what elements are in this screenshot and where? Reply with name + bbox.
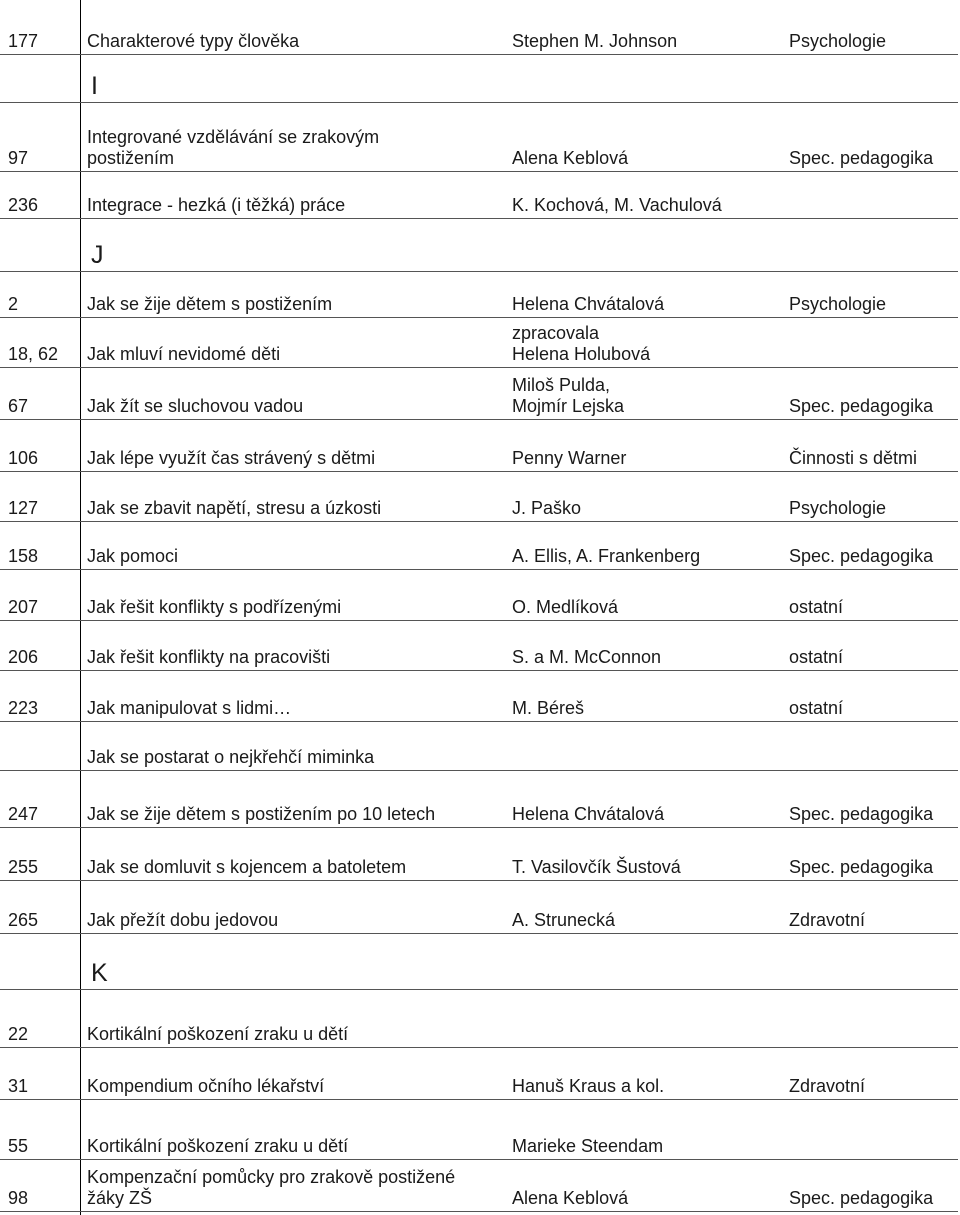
table-row xyxy=(0,1100,958,1160)
book-title: Jak pomoci xyxy=(87,546,179,566)
table-row xyxy=(0,172,958,219)
book-number: 236 xyxy=(8,195,39,215)
table-row xyxy=(0,828,958,881)
book-title: Integrované vzdělávání se zrakovým postižením xyxy=(87,127,380,168)
book-category: ostatní xyxy=(789,647,844,667)
table-row xyxy=(0,881,958,934)
book-title: Jak řešit konflikty na pracovišti xyxy=(87,647,331,667)
book-category: Psychologie xyxy=(789,498,887,518)
table-row xyxy=(0,420,958,472)
book-number: 158 xyxy=(8,546,39,566)
book-category: Spec. pedagogika xyxy=(789,804,934,824)
book-title: Jak se žije dětem s postižením xyxy=(87,294,333,314)
book-title: Jak žít se sluchovou vadou xyxy=(87,396,304,416)
book-title: Integrace - hezká (i těžká) práce xyxy=(87,195,346,215)
book-category: Spec. pedagogika xyxy=(789,396,934,416)
table-row xyxy=(0,1048,958,1100)
book-category: Zdravotní xyxy=(789,1076,866,1096)
book-author: A. Ellis, A. Frankenberg xyxy=(512,546,701,566)
book-category: Spec. pedagogika xyxy=(789,546,934,566)
book-author: O. Medlíková xyxy=(512,597,619,617)
book-number: 247 xyxy=(8,804,39,824)
table-row xyxy=(0,771,958,828)
book-title: Jak přežít dobu jedovou xyxy=(87,910,279,930)
book-title: Jak manipulovat s lidmi… xyxy=(87,698,292,718)
book-number: 98 xyxy=(8,1188,29,1208)
book-author: K. Kochová, M. Vachulová xyxy=(512,195,722,215)
book-title: Jak se zbavit napětí, stresu a úzkosti xyxy=(87,498,382,518)
book-number: 2 xyxy=(8,294,19,314)
book-title: Kompenzační pomůcky pro zrakově postižené žáky ZŠ xyxy=(87,1167,456,1208)
book-author: A. Strunecká xyxy=(512,910,616,930)
table-row xyxy=(0,272,958,318)
letter-header: I xyxy=(91,72,98,100)
book-title: Kortikální poškození zraku u dětí xyxy=(87,1024,349,1044)
book-category: Zdravotní xyxy=(789,910,866,930)
book-title: Jak se domluvit s kojencem a batoletem xyxy=(87,857,407,877)
book-author: J. Paško xyxy=(512,498,582,518)
table-row xyxy=(0,368,958,420)
book-title: Charakterové typy člověka xyxy=(87,31,300,51)
table-row xyxy=(0,472,958,522)
book-title: Kompendium očního lékařství xyxy=(87,1076,325,1096)
book-number: 22 xyxy=(8,1024,29,1044)
book-title: Jak řešit konflikty s podřízenými xyxy=(87,597,342,617)
table-row xyxy=(0,1160,958,1212)
book-author: Miloš Pulda, Mojmír Lejska xyxy=(512,375,625,416)
book-number: 67 xyxy=(8,396,29,416)
book-number: 31 xyxy=(8,1076,29,1096)
table-row xyxy=(0,570,958,621)
book-author: Alena Keblová xyxy=(512,148,629,168)
book-author: Hanuš Kraus a kol. xyxy=(512,1076,665,1096)
book-number: 207 xyxy=(8,597,39,617)
book-number: 206 xyxy=(8,647,39,667)
book-author: Marieke Steendam xyxy=(512,1136,664,1156)
table-row xyxy=(0,722,958,771)
book-number: 106 xyxy=(8,448,39,468)
book-title: Jak se postarat o nejkřehčí miminka xyxy=(87,747,375,767)
book-category: Psychologie xyxy=(789,294,887,314)
book-author: Penny Warner xyxy=(512,448,627,468)
book-number: 223 xyxy=(8,698,39,718)
book-number: 127 xyxy=(8,498,39,518)
table-row xyxy=(0,621,958,671)
book-title: Jak mluví nevidomé děti xyxy=(87,344,281,364)
book-author: Stephen M. Johnson xyxy=(512,31,678,51)
book-number: 55 xyxy=(8,1136,29,1156)
letter-header-row xyxy=(0,219,958,272)
letter-header: J xyxy=(91,241,104,269)
book-author: Alena Keblová xyxy=(512,1188,629,1208)
book-author: S. a M. McConnon xyxy=(512,647,662,667)
letter-header-row xyxy=(0,934,958,990)
book-category: Spec. pedagogika xyxy=(789,857,934,877)
book-author: T. Vasilovčík Šustová xyxy=(512,857,681,877)
book-author: Helena Chvátalová xyxy=(512,804,665,824)
book-category: Činnosti s dětmi xyxy=(789,448,918,468)
table-row xyxy=(0,990,958,1048)
book-category: ostatní xyxy=(789,698,844,718)
book-number: 177 xyxy=(8,31,39,51)
book-category: ostatní xyxy=(789,597,844,617)
book-number: 18, 62 xyxy=(8,344,59,364)
table-row xyxy=(0,671,958,722)
book-author: M. Béreš xyxy=(512,698,585,718)
table-row xyxy=(0,318,958,368)
book-author: zpracovala Helena Holubová xyxy=(512,323,651,364)
book-category: Spec. pedagogika xyxy=(789,1188,934,1208)
book-title: Kortikální poškození zraku u dětí xyxy=(87,1136,349,1156)
book-title: Jak se žije dětem s postižením po 10 letech xyxy=(87,804,436,824)
book-category: Spec. pedagogika xyxy=(789,148,934,168)
book-number: 265 xyxy=(8,910,39,930)
table-row xyxy=(0,522,958,570)
book-category: Psychologie xyxy=(789,31,887,51)
table-row xyxy=(0,103,958,172)
letter-header: K xyxy=(91,959,108,987)
book-number: 255 xyxy=(8,857,39,877)
book-number: 97 xyxy=(8,148,29,168)
table-row xyxy=(0,0,958,55)
letter-header-row xyxy=(0,55,958,103)
book-title: Jak lépe využít čas strávený s dětmi xyxy=(87,448,376,468)
book-author: Helena Chvátalová xyxy=(512,294,665,314)
